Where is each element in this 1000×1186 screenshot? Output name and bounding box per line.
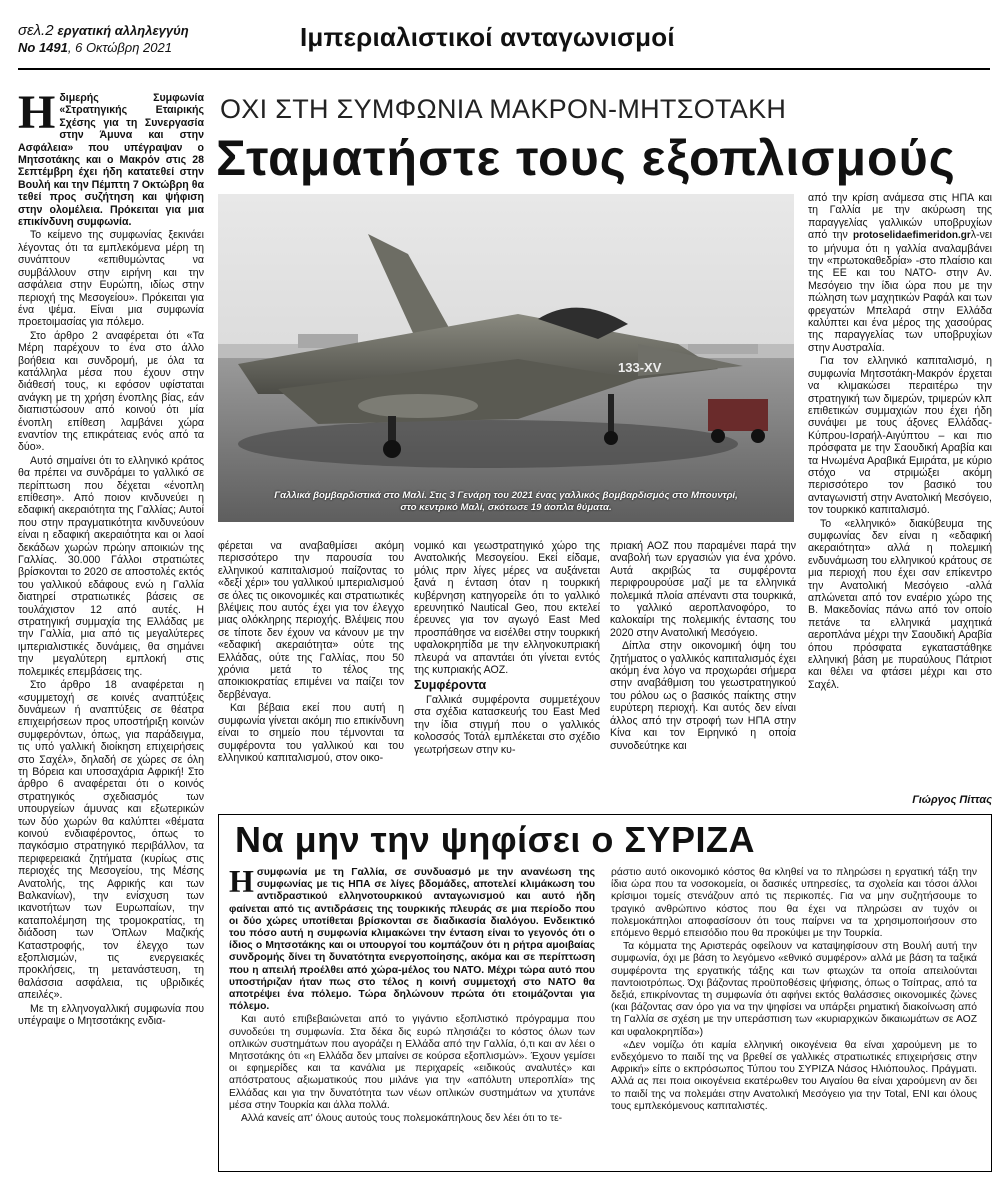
paragraph: νομικό και γεωστρατηγικό χώρο της Ανατολικής Μεσογείου. Εκεί είδαμε, μόλις πριν λίγες μέρες να αυξάνεται ξανά η ένταση όταν η τουρκική κυβέρνηση κατηγορείλε ότι το γαλλικό ερευνητικό Nautical Geo, που εκτελεί έρευνες για τον αγωγό East Med προσπάθησε να εισέλθει στην τουρκική υφαλοκρηπίδα με την ελληνοκυπριακή πλευρά να απαντάει ότι γίνεται εντός της κυπριακής ΑΟΖ. (414, 540, 600, 677)
article-byline: Γιώργος Πίττας (912, 794, 992, 806)
paragraph: Για τον ελληνικό καπιταλισμό, η συμφωνία Μητσοτάκη-Μακρόν έρχεται να κλιμακώσει περαιτέρω την στρατηγική των διμερών, τριμερών κλπ επιθετικών συμμαχιών που έχει ήδη συνάψει με τους άξονες Ελλάδας-Κύπρου-Ισραήλ-Αιγύπτου – και πιο πρόσφατα με την Σαουδική Αραβία και τα Ηνωμένα Αραβικά Εμιράτα, με κύριο στόχο να στριμώξει ακόμη περισσότερο τον βασικό του ανταγωνιστή στην Ανατολική Μεσόγειο, τον τουρκικό καπιταλισμό. (808, 355, 992, 517)
box-column-left (229, 867, 595, 1167)
lead-paragraph: Ησυμφωνία με τη Γαλλία, σε συνδυασμό με την ανανέωση της συμφωνίας με τις ΗΠΑ σε λίγες βδομάδες, αποτελεί κλιμάκωση του αντιδραστικού ελληνοτουρκικού ανταγωνισμού και αυτό ήδη φαίνεται από τις αντιδράσεις της τουρκικής πλευράς σε μια περίοδο που οι δύο χώρες υποτίθεται βρίσκονται σε διαδικασία διαλόγου. Ενδεικτικό του πόσο αυτή η συμφωνία κλιμακώνει την ένταση είναι το γεγονός ότι ο ίδιος ο Μητσοτάκης και οι υπουργοί του κομπάζουν ότι η ρήτρα αμοιβαίας συνδρομής δίνει τη δυνατότητα ενεργοποίησης, ακόμα και σε περίπτωση που η απειλή προέλθει από χώρα-μέλος του ΝΑΤΟ. Μέχρι τώρα αυτό που υποστήριζαν ήταν πως στο τέλος η κοινή συμμετοχή στο ΝΑΤΟ θα αποτρέψει ένα πόλεμο. Τώρα δηλώνουν πρώτα ότι ετοιμάζονται για πόλεμο. (229, 867, 595, 1013)
paragraph: Το κείμενο της συμφωνίας ξεκινάει λέγοντας ότι τα εμπλεκόμενα μέρη τη συνάπτουν «επιθυμώντας να συμβάλλουν στην ειρήνη και την ασφάλεια στην Ευρώπη, ιδίως στην περιοχή της Μεσογείου». Πρόκειται για ένα ψέμα. Είναι μια συμφωνία προετοιμασίας για πόλεμο. (18, 229, 204, 329)
paragraph: Γαλλικά συμφέροντα συμμετέχουν στα σχέδια κατασκευής του East Med την ίδια στιγμή που ο γαλλικός κολοσσός Τοτάλ εμπλέκεται στο σχέδιο γεωτρήσεων στην κυ- (414, 693, 600, 756)
box-column-right (611, 867, 977, 1167)
caption-line-1: Γαλλικά βομβαρδιστικά στο Μαλί. Στις 3 Γενάρη του 2021 ένας γαλλικός βομβαρδισμός στο Μπουντρί, (274, 490, 738, 501)
paragraph: από την κρίση ανάμεσα στις ΗΠΑ και τη Γαλλία με την ακύρωση της παραγγελίας γαλλικών υποβρυχίων από την protoselidaefimeridon.grλ-νει το μήνυμα ότι η γαλλία αναλαμβάνει την «πρωτοκαθεδρία» -στο πλαίσιο και της ΕΕ και του ΝΑΤΟ- στην Αν. Μεσόγειο την ίδια ώρα που με την πώληση των μαχητικών Ραφάλ και των φρεγατών Μπελαρά στην Ελλάδα καλύπτει και ένα μέρος της χασούρας της παραγγελίας των υποβρυχίων στην Αυστραλία. (808, 192, 992, 354)
article-column-2 (218, 540, 404, 812)
issue-line (18, 39, 198, 56)
masthead-info (18, 22, 198, 56)
paragraph: Αυτό σημαίνει ότι το ελληνικό κράτος θα πρέπει να συνδράμει το γαλλικό σε περίπτωση που δέχεται «ένοπλη επίθεση». Από ποιον κινδυνεύει η εδαφική ακεραιότητα της Γαλλίας; Αυτοί που στην πραγματικότητα κινδυνεύουν είναι η εδαφική ακεραιότητα και οι λαοί δεκάδων χωρών πρώην αποικιών της Γαλλίας. 30.000 Γάλλοι στρατιώτες βρίσκονται το 2020 σε αποστολές εκτός του γαλλικού εδάφους ενώ η Γαλλία διατηρεί στρατιωτικές βάσεις σε τουλάχιστον 12 από αυτές. Η στρατηγική συμμαχία της Ελλάδας με την Γαλλία, μια από τις μεγαλύτερες ιμπεριαλιστικές δυνάμεις, θα σημάνει την μεγαλύτερη εμπλοκή στις πολεμικές επεμβάσεις της. (18, 454, 204, 678)
paragraph: «Δεν νομίζω ότι καμία ελληνική οικογένεια θα είναι χαρούμενη με το ενδεχόμενο το παιδί της να βρεθεί σε γαλλικές στρατιωτικές επιχειρήσεις στην Αφρική» είπε ο εκπρόσωπος Τύπου του ΣΥΡΙΖΑ Νάσος Ηλιόπουλος. Πράγματι. Αλλά ας πει ποια οικογένεια εκατέρωθεν του Αιγαίου θα είναι χαρούμενη αν δει το παιδί της να πολεμάει στην Ανατολική Μεσόγειο για την Total, ENI και όλους τους εμπλεκόμενους καπιταλιστές. (611, 1039, 977, 1112)
photo-caption (218, 490, 794, 513)
issue-date: , 6 Οκτώβρη 2021 (67, 40, 172, 55)
paragraph: Το «ελληνικό» διακύβευμα της συμφωνίας δεν είναι η «εδαφική ακεραιότητα» αλλά η πολεμική ενδυνάμωση του ελληνικού κράτους σε μια περιοχή που έχει σαν επίκεντρο την Ανατολική Μεσόγειο -αλλά απλώνεται από τον εναέριο χώρο της Β. Μακεδονίας πάνω από τον οποίο πετάνε τα ελληνικά μαχητικά αεροπλάνα μέχρι την Σαουδική Αραβία όπου πρόσφατα εγκαταστάθηκε ελληνική βάση με πυραύλους Πάτριοτ και θέλει να φτάσει μέχρι και στο Σαχέλ. (808, 517, 992, 691)
article-kicker: ΟΧΙ ΣΤΗ ΣΥΜΦΩΝΙΑ ΜΑΚΡΟΝ-ΜΗΤΣΟΤΑΚΗ (220, 94, 787, 124)
paragraph: Αλλά κανείς απ' όλους αυτούς τους πολεμοκάπηλους δεν λέει ότι το τε- (241, 1113, 563, 1125)
article-column-3 (414, 540, 600, 812)
fighter-jet-photo (218, 194, 794, 522)
dropcap: Η (18, 92, 56, 139)
article-column-4 (610, 540, 796, 812)
paragraph: πριακή ΑΟΖ που παραμένει παρά την αναβολή των εργασιών για ένα χρόνο. Αυτά ακριβώς τα συμφέροντα περιφρουρούσε μαζί με τα ελληνικά πολεμικά πλοία απέναντι στα τουρκικά, το γαλλικό αεροπλανοφόρο, το καλοκαίρι της πολεμικής έντασης του 2020 στην Ανατολική Μεσόγειο. (610, 540, 796, 639)
lead-paragraph: Ηδιμερής Συμφωνία «Στρατηγικής Εταιρικής Σχέσης για τη Συνεργασία στην Άμυνα και στην Ασφάλεια» που υπέγραψαν ο Μητσοτάκης και ο Μακρόν στις 28 Σεπτέμβρη έχει ήδη κατατεθεί στην Βουλή και την Πέμπτη 7 Οκτώβρη θα τεθεί προς συζήτηση και ψήφιση στην ολομέλεια. Πρόκειται για μια επικίνδυνη συμφωνία. (18, 92, 204, 229)
article-column-1 (18, 92, 204, 1174)
sidebar-box (218, 814, 992, 1172)
dropcap: Η (229, 867, 254, 899)
paragraph: Στο άρθρο 2 αναφέρεται ότι «Τα Μέρη παρέχουν το ένα στο άλλο βοήθεια και συνδρομή, με όλα τα κατάλληλα μέσα που έχουν στην διάθεσή τους, κι εφόσον υφίσταται ανάγκη με τη χρήση ένοπλης βίας, εάν διαπιστώσουν από κοινού ότι μία ένοπλη επίθεση λαμβάνει χώρα εναντίον της επικράτειας ενός από τα δύο». (18, 329, 204, 454)
paragraph: Και βέβαια εκεί που αυτή η συμφωνία γίνεται ακόμη πιο επικίνδυνη είναι το σημείο που τέμνονται τα συμφέροντα του γαλλικού και του ελληνικού καπιταλισμού, στον οικο- (218, 702, 404, 764)
website-watermark: protoselidaefimeridon.gr (852, 230, 971, 242)
paragraph: Με τη ελληνογαλλική συμφωνία που υπέγραψε ο Μητσοτάκης ενδια- (18, 1002, 204, 1028)
paragraph: Στο άρθρο 18 αναφέρεται η «συμμετοχή σε κοινές αναπτύξεις δυνάμεων ή αναπτύξεις σε θέατρα επιχειρήσεων προς υποστήριξη κοινών συμφερόντων, όπως, για παράδειγμα, τις υπό γαλλική διοίκηση επιχειρήσεις στο Σαχέλ», δηλαδή σε χώρες σε όλη τη Βόρεια και υποσαχάρια Αφρική! Στο άρθρο 6 αναφέρεται ότι ο κοινός στρατηγικός σχεδιασμός των υπουργείων άμυνας και εξωτερικών των δύο χωρών θα καλύπτει «θέματα κοινού ενδιαφέροντος, όπως το παγκόσμιο στρατηγικό περιβάλλον, τα περιφερειακά ζητήματα (κυρίως στις περιοχές της Μεσογείου, της Μέσης Ανατολής, της Αφρικής και των Βαλκανίων), την ενίσχυση των ικανοτήτων των Ευρωπαίων, την καταπολέμηση της τρομοκρατίας, τη διάδοση των Όπλων Μαζικής Καταστροφής, τον έλεγχο των εξοπλισμών, τις ενεργειακές προκλήσεις, τη μετανάστευση, τη θαλάσσια ασφάλεια, τις υβριδικές απειλές». (18, 679, 204, 1002)
paragraph: φέρεται να αναβαθμίσει ακόμη περισσότερο την παρουσία του ελληνικού καπιταλισμού παίζοντας το «δεξί χέρι» του γαλλικού ιμπεριαλισμού σε όλες τις οικονομικές και στρατιωτικές βλέψεις που αυτός έχει για τον έλεγχο μιας ολόκληρης περιοχής. Βλέψεις που σε τίποτε δεν έχουν να κάνουν με την «εδαφική ακεραιότητα» ούτε της Ελλάδας, ούτε της Γαλλίας, που 50 χρόνια μετά το τέλος της αποικιοκρατίας επιμένει να παίζει τον δερβέναγα. (218, 540, 404, 701)
page-line (18, 22, 198, 39)
page-prefix: σελ. (18, 22, 46, 39)
paragraph: Δίπλα στην οικονομική όψη του ζητήματος ο γαλλικός καπιταλισμός έχει ακόμη ένα λόγο να προχωράει σήμερα στην αναβάθμιση του γεωστρατηγικού του ρόλου ως ο βασικός παίκτης στην ευρύτερη περιοχή. Και αυτός δεν είναι άλλος από την στροφή των ΗΠΑ στην Κίνα και τον Ειρηνικό η οποία συνοδεύτηκε και (610, 640, 796, 752)
masthead-rule (18, 68, 990, 70)
issue-number: Νο 1491 (18, 40, 68, 55)
jet-code: 133-XV (618, 360, 662, 375)
subheading: Συμφέροντα (414, 678, 487, 693)
box-headline: Να μην την ψηφίσει ο ΣΥΡΙΖΑ (235, 819, 755, 860)
paragraph: ράστιο αυτό οικονομικό κόστος θα κληθεί να το πληρώσει η εργατική τάξη την ίδια ώρα που τα νοσοκομεία, οι δασικές υπηρεσίες, τα σχολεία και τόσοι άλλοι κρίσιμοι τομείς στενάζουν από τις περικοπές. Για να μην συζητήσουμε το τραγικό ανθρώπινο κόστος που θα έχει να πληρώσει αν τυχόν οι πολεμοκάπηλοι αποφασίσουν ότι τους παίρνει να τα χρησιμοποιήσουν στο επόμενο θερμό επεισόδιο που θα προκύψει με την Τουρκία. (611, 867, 977, 940)
paragraph: Τα κόμματα της Αριστεράς οφείλουν να καταψηφίσουν στη Βουλή αυτή την συμφωνία, όχι με βάση το λεγόμενο «εθνικό συμφέρον» αλλά με βάση τα ταξικά συμφέροντα της εργατικής τάξης και των φτωχών τα οποία απειλούνται παντοιοτρόπως. Όχι βάζοντας προϋποθέσεις ψήφισης, όπως ο Τσίπρας, από τα δεξιά, επικρίνοντας τη συμφωνία ότι αφήνει εκτός θαλάσσιες οικονομικές ζώνες (και βάζοντας σαν όρο για να την ψηφίσει να υπάρξει ρηματική διακοίνωση από τη Γαλλία σε σχέση με την υπεράσπιση των «κυριαρχικών δικαιωμάτων σε ΑΟΖ και υφαλοκρηπίδα») (611, 941, 977, 1038)
article-photo (218, 194, 794, 522)
section-title: Ιμπεριαλιστικοί ανταγωνισμοί (300, 22, 675, 52)
article-headline: Σταματήστε τους εξοπλισμούς (216, 130, 956, 186)
paper-name: εργατική αλληλεγγύη (57, 23, 189, 38)
page-number: 2 (45, 22, 54, 39)
paragraph: Και αυτό επιβεβαιώνεται από το γιγάντιο εξοπλιστικό πρόγραμμα που συνοδεύει τη συμφωνία. Στα δέκα δις ευρώ πλησιάζει το κόστος όλων των οπλικών συστημάτων που αγοράζει η Ελλάδα από την Γαλλία, ό,τι και αν λέει ο Μητσοτάκης ότι «η Ελλάδα δεν μπαίνει σε κούρσα εξοπλισμών». Έχουν γεμίσει οι εφημερίδες και τα κανάλια με περιχαρείς «ειδικούς αναλυτές» και απόστρατους αξιωματικούς που μιλάνε για την «απόλυτη υπεροπλία» της Ελλάδας και για την δυνατότητα των νέων οπλικών συστημάτων να χτυπάνε μέσα στην Τουρκία και άλλα πολλά. (229, 1014, 595, 1111)
caption-line-2: στο κεντρικό Μαλί, σκότωσε 19 άοπλα θύματα. (400, 501, 612, 513)
article-column-5 (808, 192, 992, 812)
